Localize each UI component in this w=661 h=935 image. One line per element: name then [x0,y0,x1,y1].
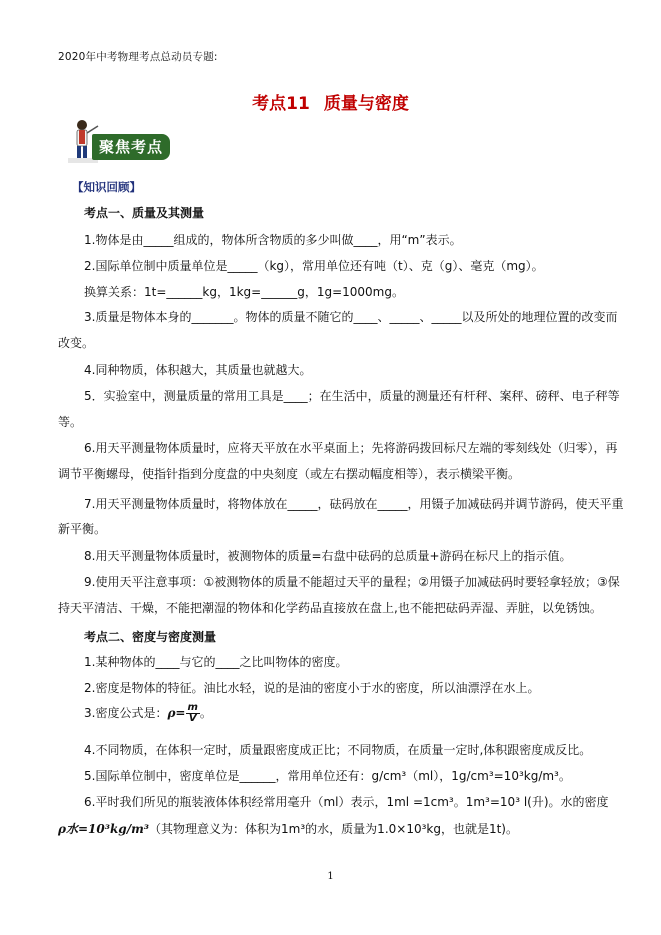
point1-heading: 考点一、质量及其测量 [84,206,205,220]
formula-suffix: 。 [199,706,212,720]
text-line: 3.质量是物体本身的_______。物体的质量不随它的____、_____、_____以及所处的地理位置的改变而 [84,310,618,324]
text-line: 6.用天平测量物体质量时，应将天平放在水平桌面上；先将游码拨回标尺左端的零刻线处（归零），再 [84,441,618,455]
section-heading: 【知识回顾】 [72,180,141,194]
text-line: 2.国际单位制中质量单位是_____（kg），常用单位还有吨（t）、克（g）、毫克（mg）。 [84,259,544,273]
page-title [0,89,661,114]
text-line: 换算关系：1t=______kg，1kg=______g，1g=1000mg。 [84,285,404,299]
text-line: 1.某种物体的____与它的____之比叫物体的密度。 [84,655,348,669]
text-line: 7.用天平测量物体质量时，将物体放在_____，砝码放在_____，用镊子加减砝码并调节游码，使天平重 [84,497,624,511]
text-line: 2.密度是物体的特征。油比水轻，说的是油的密度小于水的密度，所以油漂浮在水上。 [84,681,540,695]
text-line: 8.用天平测量物体质量时，被测物体的质量=右盘中砝码的总质量+游码在标尺上的指示值。 [84,549,572,563]
density-formula-line [84,703,212,724]
text-line: 4.同种物质，体积越大，其质量也就越大。 [84,363,312,377]
title-topic: 质量与密度 [323,94,409,114]
text-line: 改变。 [58,336,95,350]
document-header: 2020年中考物理考点总动员专题: [58,51,218,63]
page-number: 1 [327,871,334,882]
banner-label: 聚焦考点 [92,134,170,160]
water-density-line [58,820,518,837]
text-line: 4.不同物质，在体积一定时，质量跟密度成正比；不同物质，在质量一定时,体积跟密度成反比。 [84,743,592,757]
text-line: 持天平清洁、干燥，不能把潮湿的物体和化学药品直接放在盘上,也不能把砝码弄湿、弄脏，以免锈蚀。 [58,601,602,615]
text-line: 6.平时我们所见的瓶装液体体积经常用毫升（ml）表示，1ml =1cm³。1m³=10³ l(升)。水的密度 [84,795,609,809]
water-density-formula: ρ水=10³kg/m³ [58,822,150,836]
text-line: 等。 [58,415,83,429]
mass-over-volume [186,703,200,724]
formula-prefix: 3.密度公式是： [84,706,168,720]
point2-heading: 考点二、密度与密度测量 [84,630,217,644]
focus-banner [62,118,172,164]
text-line: 新平衡。 [58,522,107,536]
title-number: 考点11 [252,94,310,114]
water-density-meaning: （其物理意义为：体积为1m³的水，质量为1.0×10³kg，也就是1t)。 [149,822,518,836]
text-line: 调节平衡螺母，使指针指到分度盘的中央刻度（或左右摆动幅度相等），表示横梁平衡。 [58,467,521,481]
rho-symbol: ρ= [167,706,186,720]
numerator: m [187,702,198,713]
text-line: 5．实验室中，测量质量的常用工具是____；在生活中，质量的测量还有杆秤、案秤、磅秤、电子秤等 [84,389,620,403]
text-line: 9.使用天平注意事项：①被测物体的质量不能超过天平的量程；②用镊子加减砝码时要轻拿轻放；③保 [84,575,620,589]
denominator: V [188,713,197,724]
text-line: 5.国际单位制中，密度单位是______，常用单位还有：g/cm³（ml），1g/cm³=10³kg/m³。 [84,769,571,783]
text-line: 1.物体是由_____组成的，物体所含物质的多少叫做____，用“m”表示。 [84,233,462,247]
